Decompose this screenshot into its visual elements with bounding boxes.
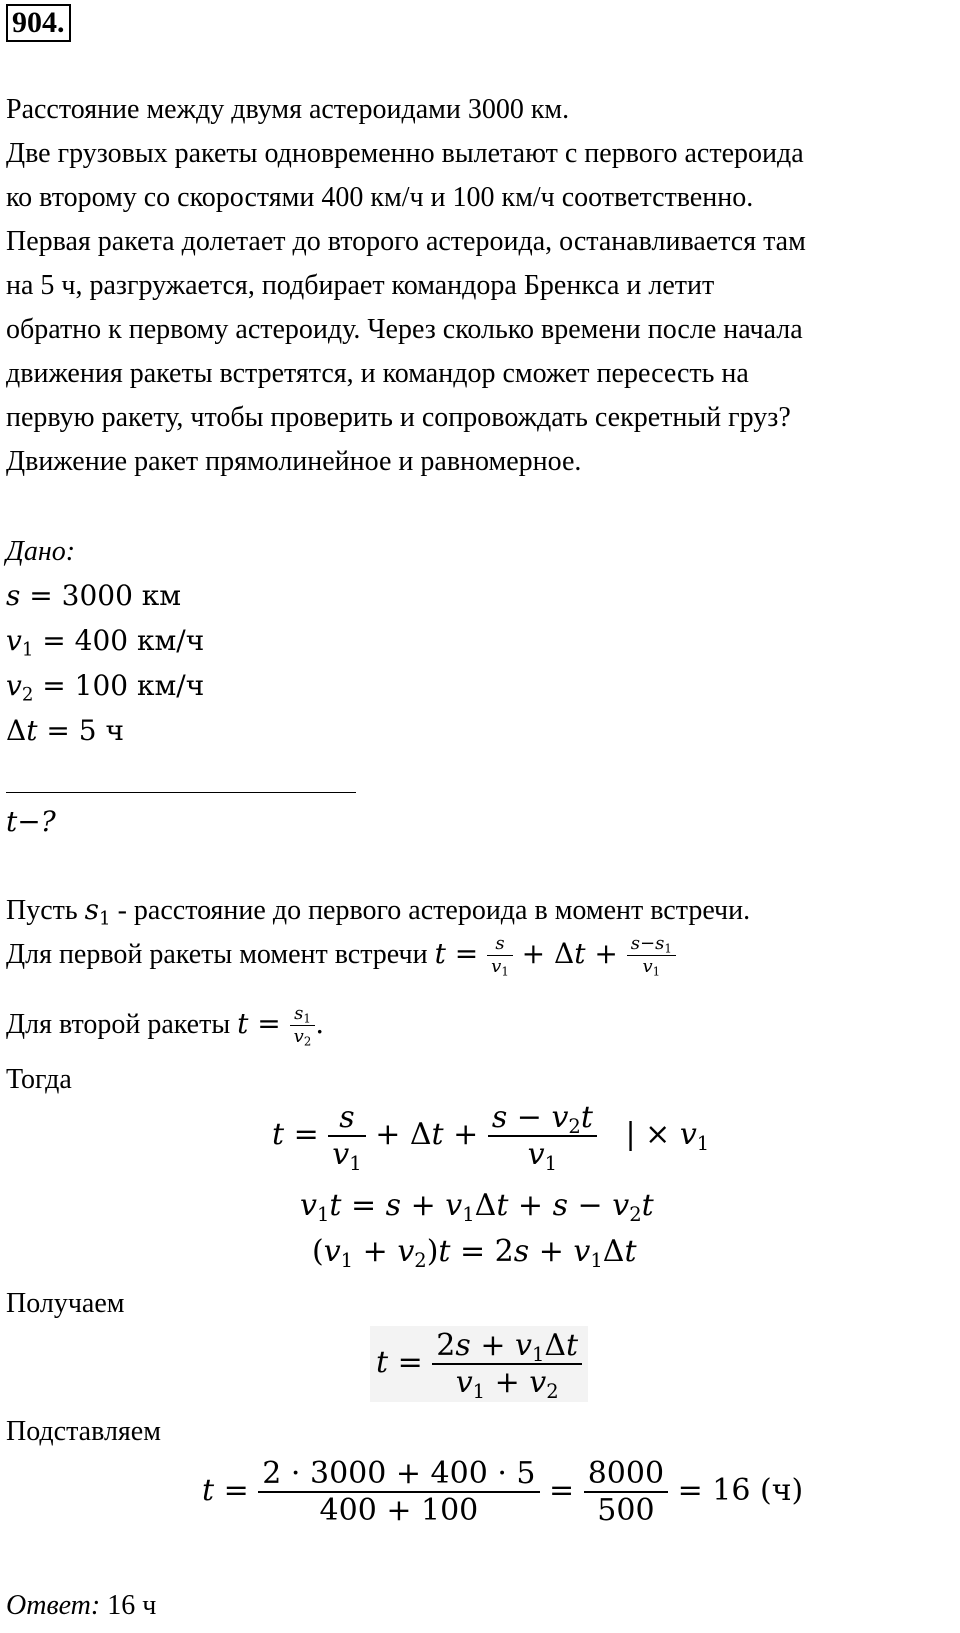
substitute-label: Подставляем (6, 1416, 161, 1447)
problem-line: Две грузовых ракеты одновременно вылетают с первого астероида (6, 138, 804, 169)
get-label: Получаем (6, 1288, 125, 1319)
find-unknown: t−? (6, 805, 56, 838)
then-label: Тогда (6, 1064, 72, 1095)
answer-line (6, 1584, 156, 1628)
second-rocket-line: Для второй ракеты t = $\frac{s_1}{v_2}$ . (6, 1003, 325, 1049)
problem-line: обратно к первому астероиду. Через сколько времени после начала (6, 314, 803, 345)
sub-num2: 8000 (584, 1456, 668, 1493)
given-s: s = 3000 км (6, 579, 182, 612)
sub-num1: 2 · 3000 + 400 · 5 (258, 1456, 539, 1493)
problem-line: первую ракету, чтобы проверить и сопровождать секретный груз? (6, 402, 791, 433)
sub-den2: 500 (597, 1493, 655, 1528)
let-suffix: - расстояние до первого астероида в момент встречи. (117, 895, 751, 926)
problem-line: Расстояние между двумя астероидами 3000 км. (6, 94, 570, 125)
let-statement: Пусть $s_1$ - расстояние до первого астероида в момент встречи. (6, 893, 751, 930)
problem-number: 904. (6, 4, 71, 42)
problem-line: Движение ракет прямолинейное и равномерное. (6, 446, 582, 477)
problem-line: ко второму со скоростями 400 км/ч и 100 км/ч соответственно. (6, 182, 754, 213)
problem-line: Первая ракета долетает до второго астероида, останавливается там (6, 226, 806, 257)
first-rocket-label: Для первой ракеты момент встречи (6, 939, 428, 970)
sub-result: 16 (ч) (712, 1473, 804, 1508)
equation-3: $(v_1 + v_2)t = 2s + v_1\Delta t$ (312, 1234, 637, 1272)
equation-2: $v_1t = s + v_1\Delta t + s - v_2t$ (300, 1188, 654, 1226)
given-v1: $v_1 = 400$ км/ч (6, 624, 205, 661)
second-rocket-label: Для второй ракеты (6, 1009, 231, 1040)
first-rocket-line: Для первой ракеты момент встречи t = $\frac{s}{v_1}$ + Δt + $\frac{s-s_1}{v_1}$ (6, 932, 676, 978)
given-dt-value: 5 ч (78, 714, 124, 747)
problem-line: движения ракеты встретятся, и командор сможет пересесть на (6, 358, 749, 389)
given-v1-value: 400 км/ч (74, 624, 205, 657)
equation-1: t = $\frac{s}{v_1}$ + Δt + $\frac{s - v_2t}{v_1}$ | × $v_1$ (272, 1100, 710, 1175)
given-divider (6, 792, 356, 793)
formula-result: t = $\frac{2s + v_1\Delta t}{v_1 + v_2}$ (370, 1326, 588, 1402)
given-v2-value: 100 км/ч (74, 669, 205, 702)
answer-value: 16 ч (107, 1590, 157, 1621)
given-dt: Δt = 5 ч (6, 714, 124, 747)
given-label: Дано: (6, 536, 76, 567)
given-s-value: 3000 км (61, 579, 182, 612)
sub-den1: 400 + 100 (319, 1493, 479, 1528)
problem-line: на 5 ч, разгружается, подбирает командора Бренкса и летит (6, 270, 715, 301)
problem-statement (6, 88, 806, 484)
given-v2: $v_2 = 100$ км/ч (6, 669, 205, 706)
substitution-equation: t = $\frac{2 \cdot 3000 + 400 \cdot 5}{400 + 100}$ = $\frac{8000}{500}$ = 16 (ч) (202, 1456, 804, 1528)
answer-label: Ответ: (6, 1590, 101, 1621)
let-prefix: Пусть (6, 895, 78, 926)
